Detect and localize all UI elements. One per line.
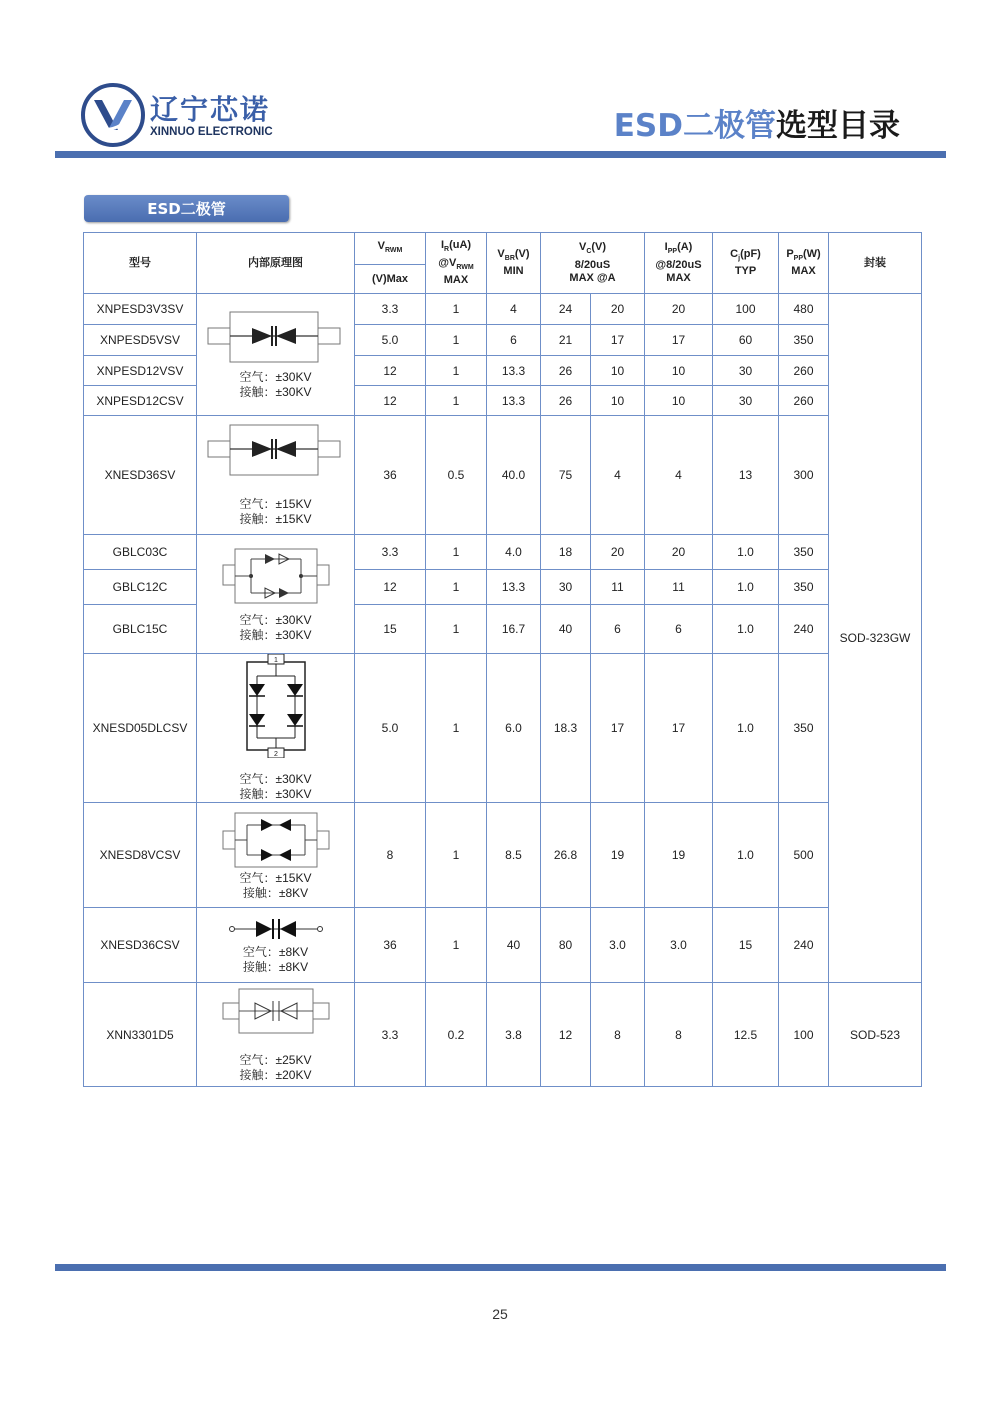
table-cell: 36 [355, 908, 426, 983]
table-cell: 8 [355, 803, 426, 908]
table-cell: 500 [779, 803, 829, 908]
xinnuo-logo-icon [80, 82, 146, 148]
header-cj: $C_j(pF)$ TYP [713, 233, 779, 294]
catalog-title-part1: ESD二极管 [613, 108, 776, 144]
table-cell: 12 [355, 386, 426, 416]
table-cell: 20 [591, 535, 645, 570]
table-cell: 3.3 [355, 535, 426, 570]
table-cell: 1.0 [713, 605, 779, 654]
diagram-cell [197, 654, 355, 803]
table-cell: 13.3 [487, 356, 541, 386]
table-cell: 30 [713, 386, 779, 416]
header-ipp: $I_{PP}(A)$ @8/20uS MAX [645, 233, 713, 294]
table-cell: 12 [355, 356, 426, 386]
table-cell: 1 [426, 908, 487, 983]
esd-spec-table [83, 232, 922, 1087]
table-cell: 20 [645, 294, 713, 325]
table-cell: 240 [779, 605, 829, 654]
table-cell: 1.0 [713, 535, 779, 570]
table-cell: 3.0 [645, 908, 713, 983]
table-cell: 100 [713, 294, 779, 325]
table-cell: 1 [426, 605, 487, 654]
table-cell: 18 [541, 535, 591, 570]
esd-air-rating: 空气：±15KV [239, 497, 312, 511]
footer-divider [55, 1264, 946, 1271]
table-cell: 260 [779, 386, 829, 416]
table-cell: 6 [645, 605, 713, 654]
table-cell: 13.3 [487, 386, 541, 416]
table-cell: 350 [779, 325, 829, 356]
table-cell: 15 [713, 908, 779, 983]
pin-2-label: 2 [273, 751, 278, 758]
package-cell: SOD-323GW [829, 294, 922, 983]
header-diagram: 内部原理图 [197, 233, 355, 294]
table-cell: 26 [541, 356, 591, 386]
table-cell: 11 [591, 570, 645, 605]
table-cell: 8 [591, 983, 645, 1087]
table-cell: 6.0 [487, 654, 541, 803]
table-cell: 80 [541, 908, 591, 983]
diagram-cell [197, 535, 355, 654]
table-cell: 36 [355, 416, 426, 535]
table-cell: 4 [591, 416, 645, 535]
table-cell: 40 [487, 908, 541, 983]
steering-diode-array-icon [221, 545, 331, 607]
table-cell: 18.3 [541, 654, 591, 803]
header-vrwm: $V_{RWM}$ [355, 233, 426, 265]
header-package: 封装 [829, 233, 922, 294]
table-cell: 30 [713, 356, 779, 386]
table-cell-model: XNPESD12CSV [84, 386, 197, 416]
diagram-cell [197, 803, 355, 908]
table-cell-model: XNN3301D5 [84, 983, 197, 1087]
table-cell: 24 [541, 294, 591, 325]
esd-contact-rating: 接触：±30KV [239, 787, 312, 801]
table-cell-model: GBLC03C [84, 535, 197, 570]
header-model: 型号 [84, 233, 197, 294]
table-cell: 21 [541, 325, 591, 356]
header-vbr: $V_{BR}(V)$ MIN [487, 233, 541, 294]
table-cell-model: GBLC15C [84, 605, 197, 654]
table-cell: 20 [591, 294, 645, 325]
diagram-cell [197, 983, 355, 1087]
table-cell: 1 [426, 803, 487, 908]
table-cell-model: XNESD36CSV [84, 908, 197, 983]
table-cell: 26 [541, 386, 591, 416]
table-cell: 1.0 [713, 570, 779, 605]
axial-tvs-diode-icon [226, 915, 326, 945]
logo-english-name: XINNUO ELECTRONIC [150, 126, 273, 138]
table-cell: 4 [487, 294, 541, 325]
table-cell-model: GBLC12C [84, 570, 197, 605]
table-cell: 1 [426, 654, 487, 803]
table-cell: 8.5 [487, 803, 541, 908]
logo-chinese-name: 辽宁芯诺 [150, 93, 271, 126]
bidirectional-tvs-diode-icon [206, 423, 346, 481]
esd-contact-rating: 接触：±20KV [239, 1067, 312, 1082]
table-cell-model: XNPESD12VSV [84, 356, 197, 386]
table-cell: 4 [645, 416, 713, 535]
esd-air-rating: 空气：±30KV [239, 772, 312, 786]
table-cell: 40 [541, 605, 591, 654]
table-cell: 6 [591, 605, 645, 654]
bidirectional-tvs-outline-icon [221, 987, 331, 1037]
table-cell: 15 [355, 605, 426, 654]
table-cell: 1 [426, 386, 487, 416]
table-cell: 1.0 [713, 654, 779, 803]
bidirectional-tvs-diode-icon [206, 310, 346, 370]
esd-air-rating: 空气：±25KV [239, 1052, 312, 1067]
table-cell: 1 [426, 535, 487, 570]
table-cell-model: XNESD36SV [84, 416, 197, 535]
table-cell-model: XNPESD5VSV [84, 325, 197, 356]
table-cell: 19 [645, 803, 713, 908]
esd-air-rating: 空气：±30KV [239, 369, 312, 384]
table-cell: 17 [591, 325, 645, 356]
esd-contact-rating: 接触：±8KV [242, 886, 309, 900]
table-cell: 17 [591, 654, 645, 803]
table-cell: 20 [645, 535, 713, 570]
table-cell: 26.8 [541, 803, 591, 908]
table-cell: 1 [426, 356, 487, 386]
table-cell: 350 [779, 535, 829, 570]
table-cell: 10 [591, 356, 645, 386]
diagram-cell [197, 416, 355, 535]
esd-air-rating: 空气：±30KV [239, 613, 312, 627]
table-cell: 10 [645, 386, 713, 416]
table-cell: 260 [779, 356, 829, 386]
table-cell: 40.0 [487, 416, 541, 535]
header-ir: $I_R(uA)$ $@V_{RWM}$ MAX [426, 233, 487, 294]
table-cell: 5.0 [355, 325, 426, 356]
table-cell: 4.0 [487, 535, 541, 570]
table-cell: 0.5 [426, 416, 487, 535]
table-cell: 11 [645, 570, 713, 605]
esd-air-rating: 空气：±15KV [239, 871, 312, 885]
table-cell: 3.8 [487, 983, 541, 1087]
table-cell: 3.3 [355, 983, 426, 1087]
catalog-title-part2: 选型目录 [776, 108, 900, 144]
table-cell: 19 [591, 803, 645, 908]
esd-contact-rating: 接触：±30KV [239, 384, 312, 399]
table-cell: 5.0 [355, 654, 426, 803]
diagram-cell [197, 294, 355, 416]
diagram-cell [197, 908, 355, 983]
table-cell: 75 [541, 416, 591, 535]
table-cell: 1.0 [713, 803, 779, 908]
table-cell: 3.3 [355, 294, 426, 325]
table-cell: 8 [645, 983, 713, 1087]
diode-bridge-array-icon [241, 654, 311, 758]
table-cell: 60 [713, 325, 779, 356]
table-cell: 350 [779, 654, 829, 803]
catalog-title [614, 100, 900, 145]
esd-contact-rating: 接触：±15KV [239, 512, 312, 526]
section-tab: ESD二极管 [84, 195, 289, 222]
company-logo [80, 82, 280, 148]
package-cell: SOD-523 [829, 983, 922, 1087]
header-divider [55, 151, 946, 158]
table-cell: 1 [426, 570, 487, 605]
dual-tvs-diode-icon [221, 809, 331, 871]
esd-contact-rating: 接触：±30KV [239, 628, 312, 642]
table-cell: 30 [541, 570, 591, 605]
table-cell: 13 [713, 416, 779, 535]
table-cell: 1 [426, 294, 487, 325]
table-cell-model: XNESD8VCSV [84, 803, 197, 908]
table-cell: 10 [645, 356, 713, 386]
page-number: 25 [492, 1306, 508, 1322]
header-vc: $V_C(V)$ 8/20uS MAX @A [541, 233, 645, 294]
esd-contact-rating: 接触：±8KV [242, 960, 309, 974]
table-cell: 17 [645, 325, 713, 356]
table-cell: 100 [779, 983, 829, 1087]
table-cell-model: XNESD05DLCSV [84, 654, 197, 803]
table-cell: 0.2 [426, 983, 487, 1087]
table-cell: 16.7 [487, 605, 541, 654]
table-cell: 13.3 [487, 570, 541, 605]
table-cell: 12.5 [713, 983, 779, 1087]
table-cell: 1 [426, 325, 487, 356]
table-cell: 480 [779, 294, 829, 325]
table-cell: 10 [591, 386, 645, 416]
table-cell: 240 [779, 908, 829, 983]
table-cell: 350 [779, 570, 829, 605]
esd-air-rating: 空气：±8KV [242, 945, 309, 959]
table-cell: 17 [645, 654, 713, 803]
pin-1-label: 1 [273, 657, 278, 664]
table-cell: 12 [355, 570, 426, 605]
table-cell: 3.0 [591, 908, 645, 983]
header-vrwm-unit: (V)Max [355, 265, 426, 294]
table-cell: 300 [779, 416, 829, 535]
header-ppp: $P_{PP}(W)$ MAX [779, 233, 829, 294]
table-cell-model: XNPESD3V3SV [84, 294, 197, 325]
table-cell: 6 [487, 325, 541, 356]
table-cell: 12 [541, 983, 591, 1087]
